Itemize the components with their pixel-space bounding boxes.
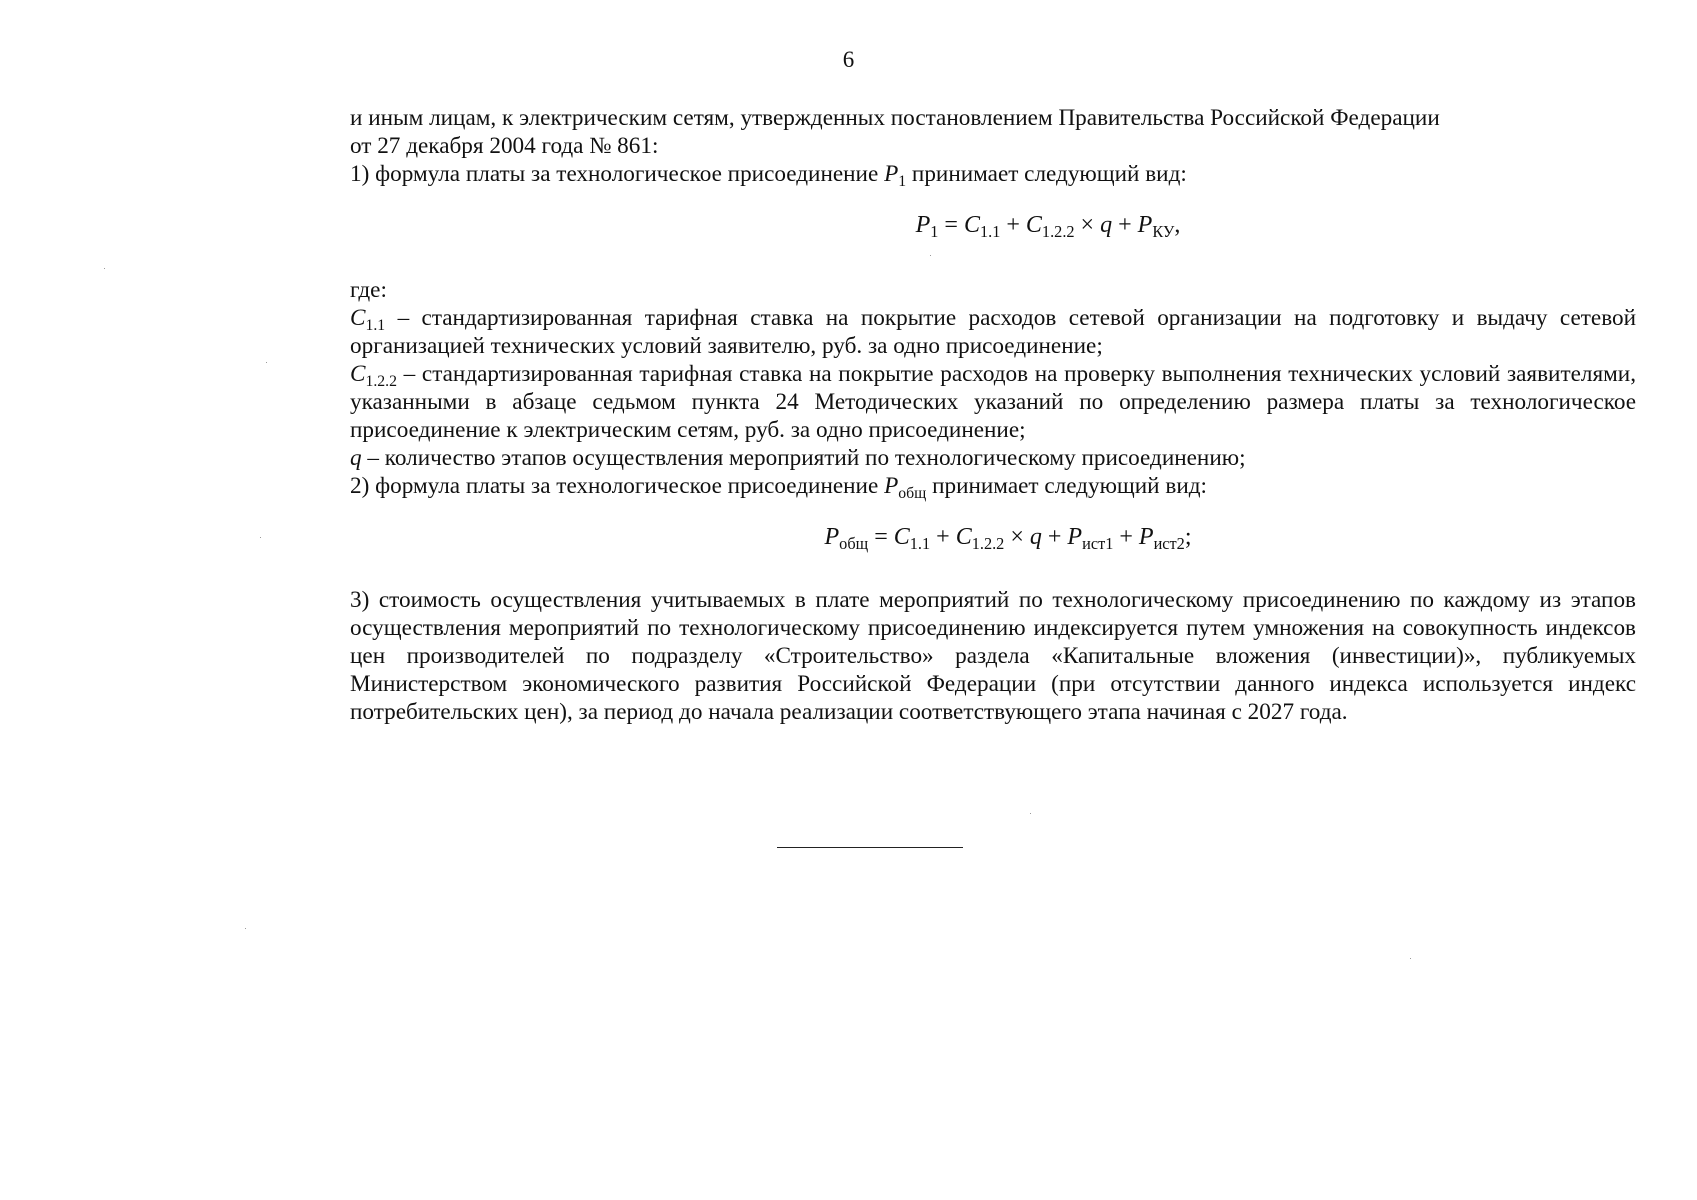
definition-c122-text: – стандартизированная тарифная ставка на покрытие расходов на проверку выполнения технических условий заявителями, указанными в абзаце седьмом пункта 24 Методических указаний по определению размера платы за технологическое присоединение к электрическим сетям, руб. за одно присоединение; bbox=[350, 361, 1636, 443]
formula-2-times: × bbox=[1004, 524, 1030, 550]
formula-2-semicolon: ; bbox=[1184, 524, 1192, 550]
formula-1-lhs bbox=[915, 212, 939, 242]
definition-c122 bbox=[350, 360, 1636, 444]
where-label: где: bbox=[350, 277, 387, 303]
formula-1-lhs-subscript: 1 bbox=[930, 222, 939, 242]
formula-2-term-4-subscript: ист2 bbox=[1153, 534, 1185, 554]
formula-1-term-2-subscript: 1.2.2 bbox=[1041, 222, 1075, 242]
formula-2-term-1-symbol: C bbox=[893, 524, 910, 550]
item-2-var-symbol: P bbox=[884, 473, 899, 499]
formula-2-equals: = bbox=[868, 524, 894, 550]
definition-c122-symbol: C bbox=[350, 361, 366, 387]
formula-2-plus-3: + bbox=[1113, 524, 1139, 550]
item-1-variable bbox=[884, 161, 907, 191]
formula-1-comma: , bbox=[1174, 212, 1181, 238]
definition-c122-subscript: 1.2.2 bbox=[365, 373, 397, 391]
definition-q-symbol: q bbox=[350, 445, 362, 471]
definition-c11-variable bbox=[350, 305, 386, 335]
definition-q bbox=[350, 444, 1636, 472]
formula-1-lhs-symbol: P bbox=[915, 212, 931, 238]
formula-2-term-4-symbol: P bbox=[1138, 524, 1154, 550]
scan-speck bbox=[930, 255, 931, 256]
formula-2-term-2-subscript: 1.2.2 bbox=[971, 534, 1005, 554]
definition-c11-symbol: C bbox=[350, 305, 366, 331]
scan-speck bbox=[266, 362, 267, 363]
scan-speck bbox=[245, 928, 246, 929]
definition-c11 bbox=[350, 304, 1636, 360]
item-2-prefix: 2) формула платы за технологическое присоединение bbox=[350, 473, 885, 499]
formula-1-q: q bbox=[1100, 212, 1113, 238]
formula-2-term-1-subscript: 1.1 bbox=[909, 534, 931, 554]
formula-2-term-2-symbol: C bbox=[955, 524, 972, 550]
formula-p1 bbox=[350, 210, 1636, 240]
page-number: 6 bbox=[842, 47, 855, 72]
document-body bbox=[350, 104, 1636, 726]
intro-line-2: от 27 декабря 2004 года № 861: bbox=[350, 133, 659, 159]
formula-2-q: q bbox=[1029, 524, 1042, 550]
definition-q-text: – количество этапов осуществления мероприятий по технологическому присоединению; bbox=[361, 445, 1246, 471]
intro-line-1: и иным лицам, к электрическим сетям, утвержденных постановлением Правительства Российской Федерации bbox=[350, 105, 1440, 131]
formula-1-term-3-symbol: P bbox=[1137, 212, 1153, 238]
end-of-document-rule bbox=[777, 847, 963, 848]
scan-speck bbox=[260, 537, 261, 538]
scan-speck bbox=[1030, 813, 1031, 814]
formula-2-term-3-subscript: ист1 bbox=[1082, 534, 1114, 554]
formula-1-equals: = bbox=[938, 212, 964, 238]
formula-2-plus-1: + bbox=[930, 524, 956, 550]
formula-2-term-3 bbox=[1067, 524, 1114, 554]
intro-paragraph bbox=[350, 104, 1636, 160]
item-2-variable bbox=[884, 473, 927, 503]
scan-speck bbox=[104, 268, 105, 269]
formula-1-term-2-symbol: C bbox=[1025, 212, 1042, 238]
formula-1-plus-2: + bbox=[1112, 212, 1138, 238]
item-1-prefix: 1) формула платы за технологическое присоединение bbox=[350, 161, 885, 187]
item-1-paragraph bbox=[350, 160, 1636, 191]
formula-2-term-4 bbox=[1138, 524, 1185, 554]
item-1-var-symbol: P bbox=[884, 161, 899, 187]
formula-1-term-3 bbox=[1137, 212, 1175, 242]
formula-2-lhs-subscript: общ bbox=[839, 534, 869, 554]
definition-c11-text: – стандартизированная тарифная ставка на покрытие расходов сетевой организации на подготовку и выдачу сетевой организацией технических условий заявителю, руб. за одно присоединение; bbox=[350, 305, 1636, 359]
formula-1-plus-1: + bbox=[1000, 212, 1026, 238]
formula-2-lhs-symbol: P bbox=[824, 524, 840, 550]
formula-1-term-1 bbox=[963, 212, 1001, 242]
formula-1-term-3-subscript: КУ bbox=[1152, 222, 1175, 242]
item-1-var-subscript: 1 bbox=[898, 173, 907, 191]
formula-1-times: × bbox=[1074, 212, 1101, 238]
formula-2-lhs bbox=[824, 524, 869, 554]
item-2-var-subscript: общ bbox=[898, 485, 927, 503]
formula-p-total bbox=[350, 522, 1636, 552]
item-2-suffix: принимает следующий вид: bbox=[926, 473, 1207, 499]
formula-1-term-1-symbol: C bbox=[963, 212, 980, 238]
formula-1-term-1-subscript: 1.1 bbox=[979, 222, 1001, 242]
formula-2-plus-2: + bbox=[1041, 524, 1068, 550]
item-1-suffix: принимает следующий вид: bbox=[906, 161, 1187, 187]
item-3-paragraph: 3) стоимость осуществления учитываемых в плате мероприятий по технологическому присоединению по каждому из этапов осуществления мероприятий по технологическому присоединению индексируется путем умножения на совокупность индексов цен производителей по подразделу «Строительство» раздела «Капитальные вложения (инвестиции)», публикуемых Министерством экономического развития Российской Федерации (при отсутствии данного индекса используется индекс потребительских цен), за период до начала реализации соответствующего этапа начиная с 2027 года. bbox=[350, 587, 1636, 725]
formula-1-term-2 bbox=[1025, 212, 1075, 242]
definition-c11-subscript: 1.1 bbox=[365, 317, 386, 335]
formula-2-term-1 bbox=[893, 524, 931, 554]
formula-2-term-2 bbox=[955, 524, 1005, 554]
formula-2-term-3-symbol: P bbox=[1067, 524, 1083, 550]
scan-speck bbox=[1410, 958, 1411, 959]
item-2-paragraph bbox=[350, 472, 1636, 503]
definition-c122-variable bbox=[350, 361, 397, 391]
